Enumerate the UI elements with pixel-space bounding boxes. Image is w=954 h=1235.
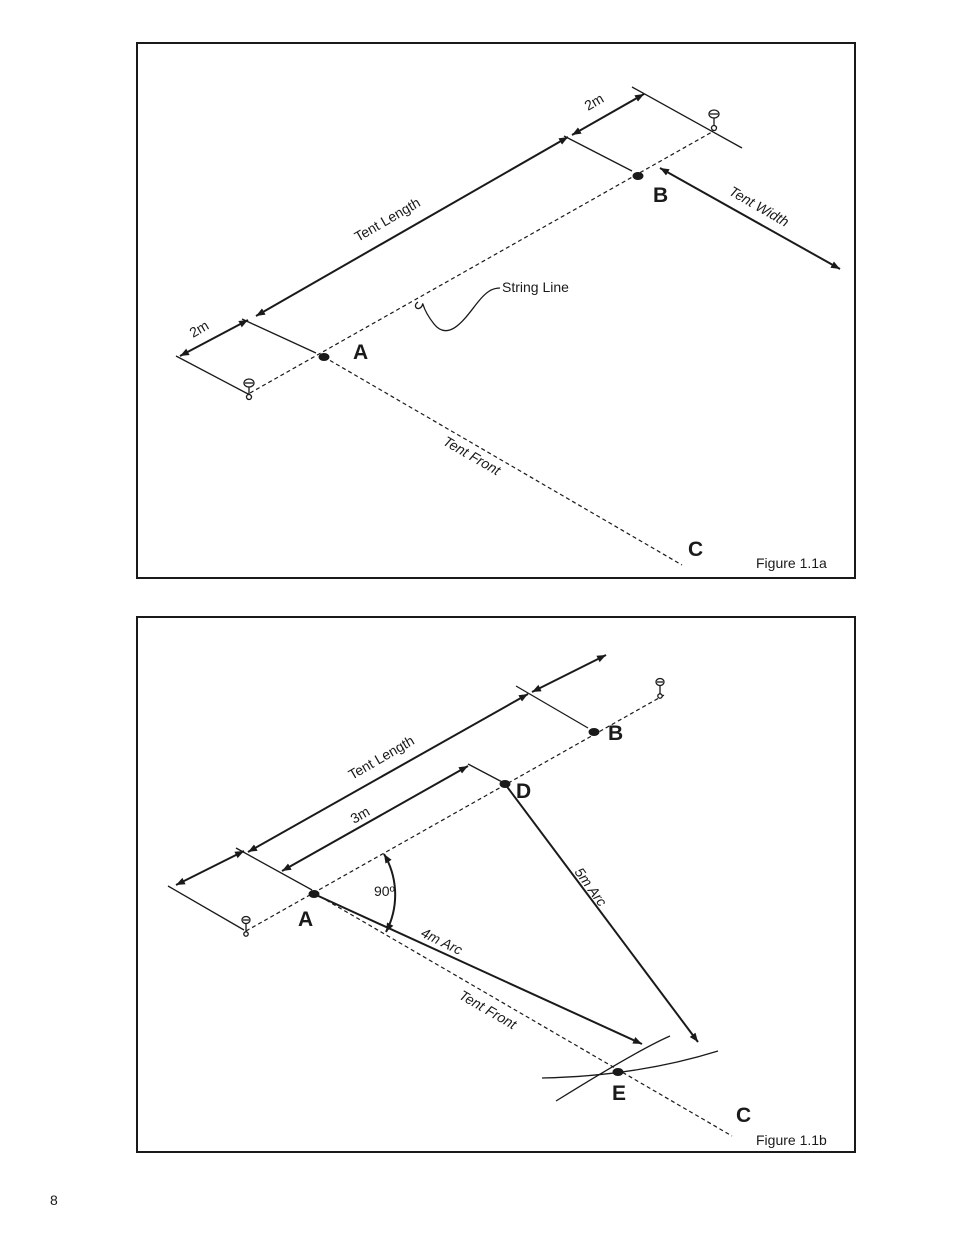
point-a-label: A [353,341,369,364]
page-number: 8 [50,1192,58,1208]
tent-front-line [324,357,682,565]
string-line-callout [415,288,500,331]
tent-front-line [314,893,732,1136]
ext-tick-left-peg [176,356,250,395]
peg-left-icon [242,917,250,937]
figure-1-1b-diagram [138,618,854,1151]
string-line-label: String Line [502,279,569,295]
point-b-marker [589,728,600,736]
ext-tick-b [564,136,632,171]
offset-right-label: 2m [581,90,607,114]
dim-tent-width [660,168,840,269]
tent-width-label: Tent Width [726,182,792,230]
point-c-label: C [688,538,704,561]
ext-tick-d [468,764,506,784]
arc-4m-label: 4m Arc [418,924,466,958]
arc-4m-line [314,894,642,1044]
figure-1-1a [136,42,856,579]
point-d-marker [500,780,511,788]
dim-3m [282,766,468,871]
angle-label: 90º [374,883,395,899]
point-a-marker [309,890,320,898]
peg-left-icon [244,379,254,400]
figure-1-1a-diagram [138,44,854,577]
offset-left-label: 2m [186,317,212,341]
tent-front-label: Tent Front [456,986,520,1033]
point-b-label: B [653,184,669,207]
ext-tick-b [516,686,588,728]
point-a-marker [319,353,330,361]
arc-5m-curve [542,1051,718,1078]
figure-caption: Figure 1.1a [756,555,827,571]
string-line [250,132,712,393]
point-b-marker [633,172,644,180]
figure-1-1b [136,616,856,1153]
peg-right-icon [709,110,719,131]
ext-tick-a [236,848,312,890]
tent-length-label: Tent Length [345,732,417,783]
point-b-label: B [608,722,624,745]
arc-5m-line [505,784,698,1042]
tent-front-label: Tent Front [440,432,504,479]
dim-right-offset [532,655,606,692]
tent-length-label: Tent Length [351,194,423,245]
point-d-label: D [516,780,532,803]
dim-left-offset [176,851,244,885]
three-m-label: 3m [347,803,373,827]
figure-caption: Figure 1.1b [756,1132,827,1148]
point-e-marker [613,1068,624,1076]
ext-tick-right-peg [632,87,742,148]
ext-tick-a [242,319,316,353]
point-a-label: A [298,908,314,931]
point-c-label: C [736,1104,752,1127]
point-e-label: E [612,1082,627,1105]
ext-tick-left-peg [168,886,244,930]
arc-5m-label: 5m Arc [571,864,611,910]
